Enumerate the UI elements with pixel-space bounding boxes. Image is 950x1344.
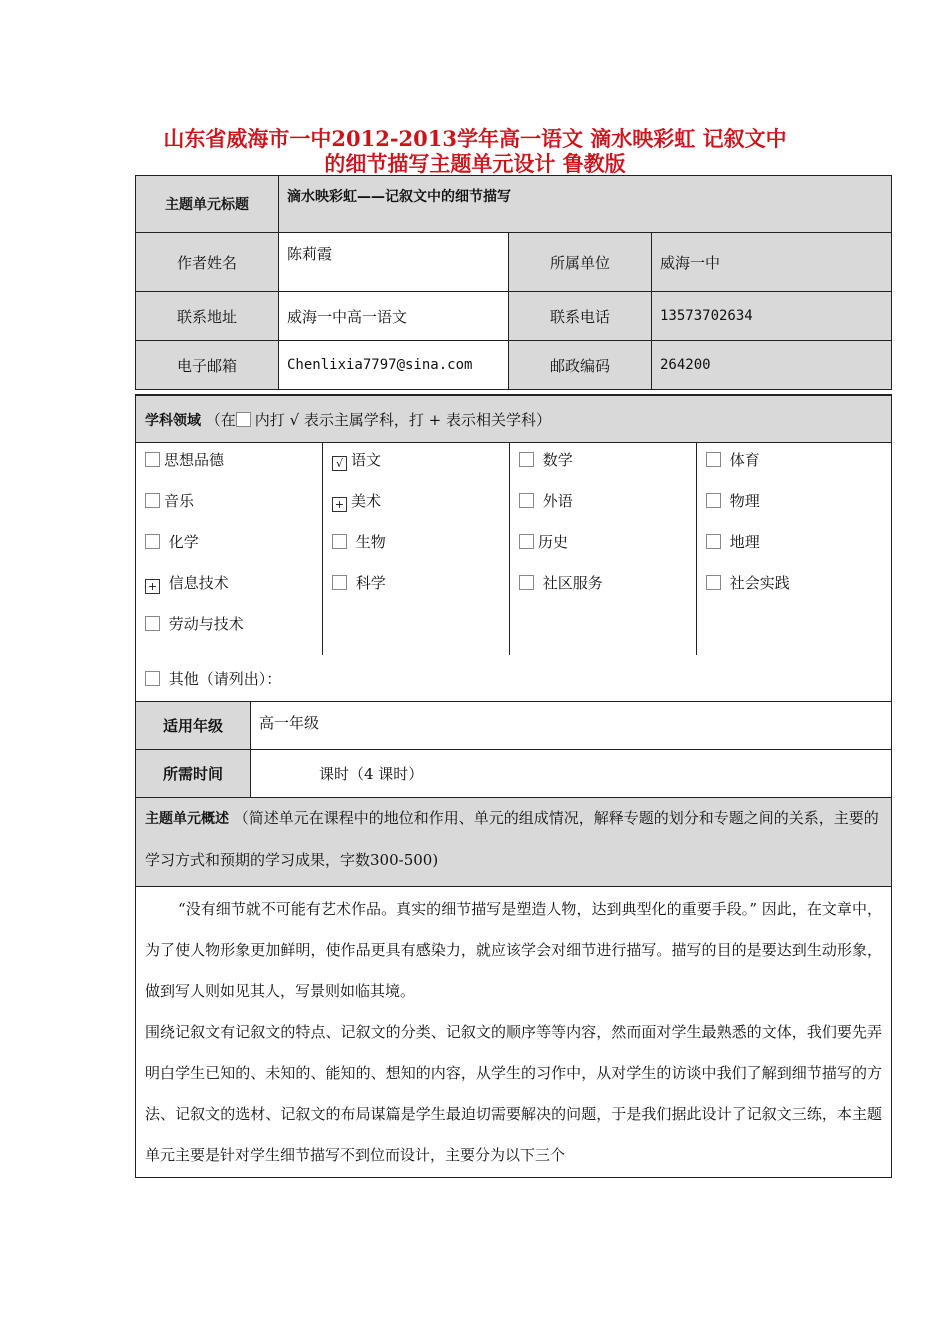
document-title-line-1: 山东省威海市一中2012-2013学年高一语文 滴水映彩虹 记叙文中 [163, 126, 787, 151]
subject-area-header [136, 395, 892, 443]
subject-column [323, 443, 510, 655]
subject-item[interactable] [332, 572, 386, 594]
subject-column [136, 443, 323, 655]
subject-item[interactable] [706, 572, 790, 594]
phone-label: 联系电话 [509, 292, 652, 341]
checkbox-icon [236, 412, 251, 427]
subject-label: 思想品德 [164, 451, 225, 469]
theme-label: 主题单元标题 [136, 176, 279, 233]
subject-item[interactable] [519, 531, 568, 553]
subject-label: 生物 [351, 533, 386, 551]
subject-label: 地理 [725, 533, 760, 551]
checkbox-icon[interactable] [519, 575, 534, 590]
subject-item[interactable] [519, 572, 603, 594]
subject-item[interactable] [706, 449, 760, 471]
subject-label: 社区服务 [538, 574, 603, 592]
checkbox-icon[interactable] [706, 575, 721, 590]
subject-item[interactable] [145, 531, 199, 553]
subject-area-hint-pre: （在 [205, 410, 236, 429]
subject-area-heading: 学科领域 [145, 412, 201, 429]
subject-label: 音乐 [164, 492, 195, 510]
subject-label: 科学 [351, 574, 386, 592]
checkbox-icon[interactable] [145, 493, 160, 508]
subject-label: 物理 [725, 492, 760, 510]
subject-label: 数学 [538, 451, 573, 469]
subject-label: 劳动与技术 [164, 615, 244, 633]
theme-value: 滴水映彩虹——记叙文中的细节描写 [279, 176, 892, 233]
subject-label: 外语 [538, 492, 573, 510]
subject-column [697, 443, 891, 655]
overview-paragraph-1: “没有细节就不可能有艺术作品。真实的细节描写是塑造人物，达到典型化的重要手段。” 因此，在文章中，为了使人物形象更加鲜明，使作品更具有感染力，就应该学会对细节进行描写。描写的目的是要达到生动形象，做到写人则如见其人，写景则如临其境。 [145, 900, 882, 1000]
subject-label: 历史 [538, 533, 569, 551]
checkbox-icon[interactable] [706, 534, 721, 549]
subject-label: 美术 [351, 492, 382, 510]
address-value: 威海一中高一语文 [279, 292, 509, 341]
checkbox-icon[interactable] [332, 575, 347, 590]
plus-box-icon[interactable]: + [332, 497, 347, 512]
grade-label: 适用年级 [136, 702, 251, 750]
info-table [135, 175, 892, 390]
subject-label: 语文 [351, 451, 382, 469]
subject-item[interactable] [706, 490, 760, 512]
plus-box-icon[interactable]: + [145, 579, 160, 594]
address-label: 联系地址 [136, 292, 279, 341]
time-label: 所需时间 [136, 750, 251, 798]
subject-item[interactable] [332, 531, 386, 553]
overview-hint: （简述单元在课程中的地位和作用、单元的组成情况，解释专题的划分和专题之间的关系，主要的学习方式和预期的学习成果，字数300-500) [145, 809, 879, 869]
subject-label: 化学 [164, 533, 199, 551]
overview-paragraph-2: 围绕记叙文有记叙文的特点、记叙文的分类、记叙文的顺序等等内容，然而面对学生最熟悉的文体，我们要先弄明白学生已知的、未知的、能知的、想知的内容，从学生的习作中，从对学生的访谈中我们了解到细节描写的方法、记叙文的选材、记叙文的布局谋篇是学生最迫切需要解决的问题，于是我们据此设计了记叙文三练，本主题单元主要是针对学生细节描写不到位而设计，主要分为以下三个 [145, 1023, 882, 1164]
subject-item[interactable] [145, 449, 224, 471]
subject-item[interactable] [332, 449, 381, 471]
document-title-line-2: 的细节描写主题单元设计 鲁教版 [324, 151, 626, 176]
checkbox-icon[interactable] [145, 534, 160, 549]
design-table [135, 394, 892, 1178]
subject-other-label: 其他（请列出）： [164, 669, 282, 688]
overview-label: 主题单元概述 [145, 811, 229, 827]
author-label: 作者姓名 [136, 233, 279, 292]
postcode-value: 264200 [652, 341, 892, 390]
subject-label: 信息技术 [164, 574, 229, 592]
time-value: 课时（4 课时） [251, 750, 892, 798]
subject-item[interactable] [519, 449, 573, 471]
checked-box-icon[interactable]: √ [332, 456, 347, 471]
checkbox-icon[interactable] [332, 534, 347, 549]
email-value: Chenlixia7797@sina.com [279, 341, 509, 390]
checkbox-icon[interactable] [706, 493, 721, 508]
grade-value: 高一年级 [251, 702, 892, 750]
checkbox-icon[interactable] [706, 452, 721, 467]
subject-area-hint-post: 内打 √ 表示主属学科，打 + 表示相关学科） [254, 410, 551, 429]
checkbox-icon[interactable] [145, 616, 160, 631]
subject-other [136, 655, 892, 702]
unit-label: 所属单位 [509, 233, 652, 292]
subject-label: 社会实践 [725, 574, 790, 592]
postcode-label: 邮政编码 [509, 341, 652, 390]
checkbox-icon[interactable] [145, 452, 160, 467]
subject-grid [136, 443, 892, 656]
checkbox-icon[interactable] [519, 493, 534, 508]
subject-item[interactable] [145, 490, 194, 512]
unit-value: 威海一中 [652, 233, 892, 292]
subject-column [510, 443, 697, 655]
subject-item[interactable] [519, 490, 573, 512]
subject-item[interactable] [145, 572, 229, 594]
checkbox-icon[interactable] [519, 534, 534, 549]
subject-item[interactable] [706, 531, 760, 553]
subject-item[interactable] [332, 490, 381, 512]
subject-item[interactable] [145, 613, 244, 635]
author-value: 陈莉霞 [279, 233, 509, 292]
phone-value: 13573702634 [652, 292, 892, 341]
checkbox-icon[interactable] [519, 452, 534, 467]
checkbox-icon[interactable] [145, 671, 160, 686]
subject-label: 体育 [725, 451, 760, 469]
overview-header [136, 798, 892, 887]
email-label: 电子邮箱 [136, 341, 279, 390]
overview-body [136, 887, 892, 1178]
